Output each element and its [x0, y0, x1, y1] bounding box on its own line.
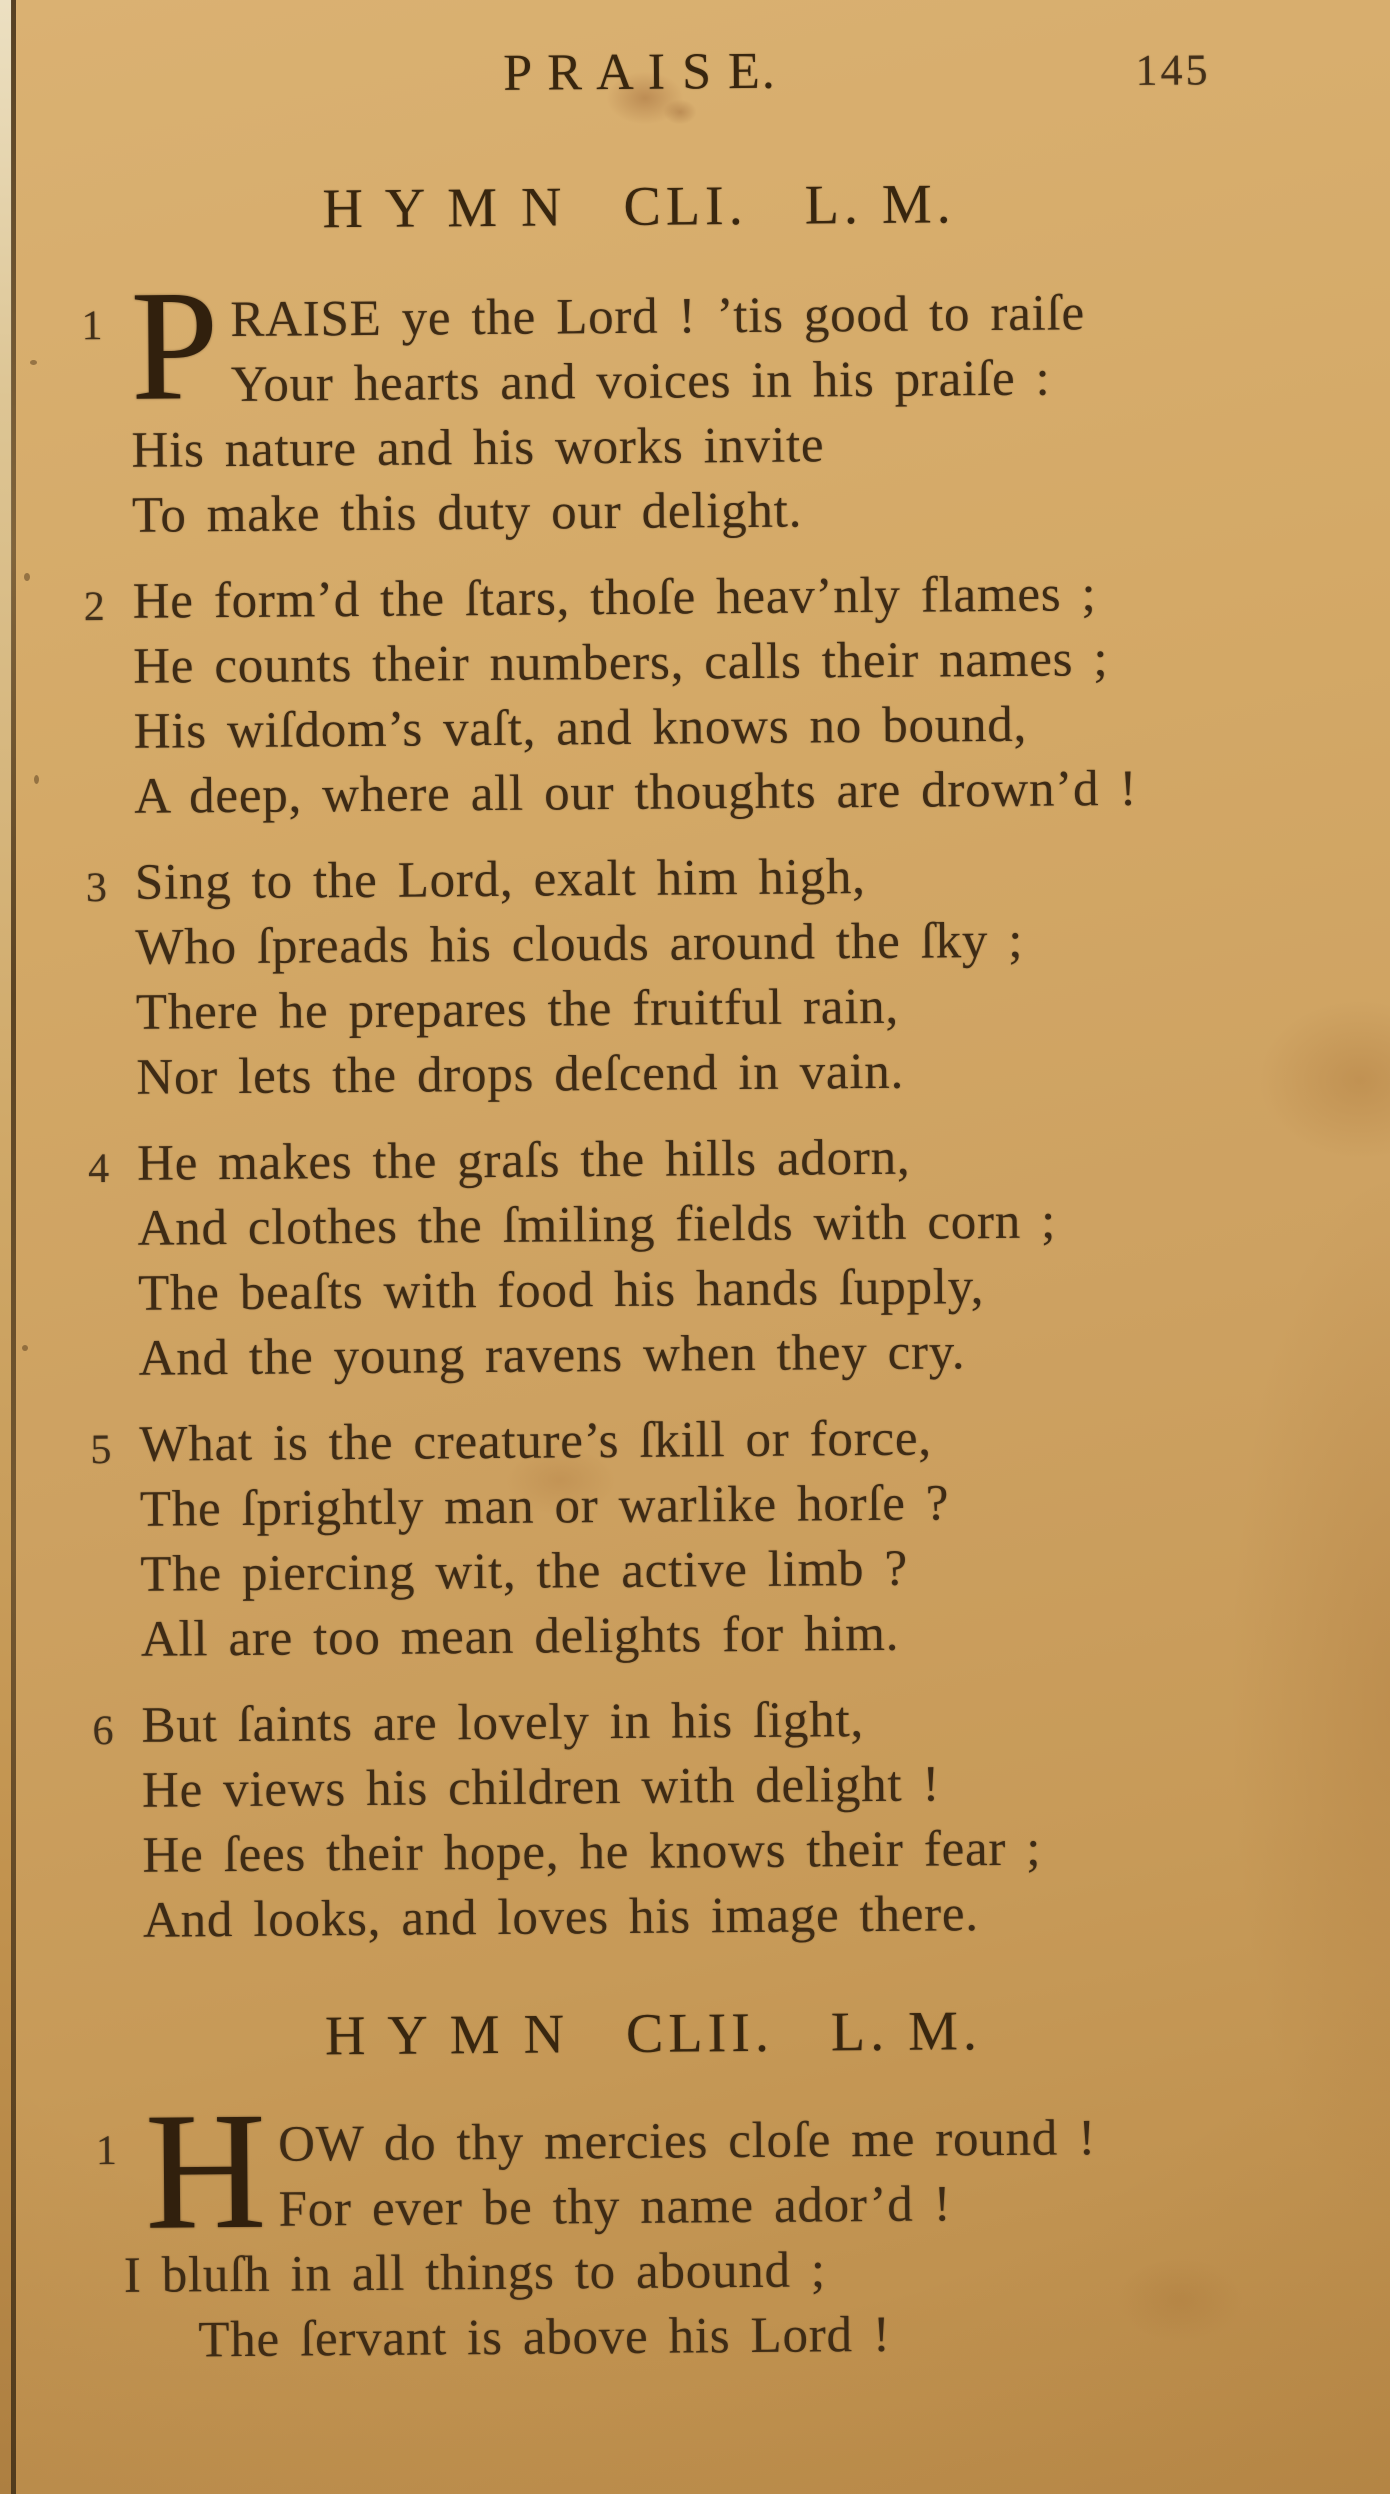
verse-line: The ſervant is above his Lord ! [198, 2306, 891, 2369]
verse-line: His nature and his works invite [131, 417, 825, 479]
verse-number: 1 [81, 303, 103, 350]
verse [72, 2077, 1299, 2375]
verse-number: 1 [95, 2127, 118, 2175]
verse-body [111, 1404, 1293, 1673]
verse [66, 1404, 1293, 1674]
verse-body [104, 561, 1286, 830]
drop-cap-letter: H [144, 2077, 268, 2265]
verse-line: The ſprightly man or warlike horſe ? [139, 1475, 950, 1538]
verse-line: OW do thy mercies cloſe me round ! [277, 2110, 1097, 2173]
verse-line: And clothes the ſmiling fields with corn ; [137, 1193, 1057, 1257]
hymn-clii-heading: H Y M N CLII. L. M. [324, 2000, 983, 2068]
verse-line: All are too mean delights for him. [140, 1605, 900, 1668]
verse-line: What is the creature’s ſkill or force, [139, 1410, 932, 1473]
verse-line: There he prepares the fruitful rain, [135, 978, 900, 1041]
verse-line: The piercing wit, the active limb ? [140, 1540, 909, 1603]
verse-line: He makes the graſs the hills adorn, [136, 1129, 911, 1192]
verse-line: The beaſts with food his hands ſupply, [137, 1259, 985, 1322]
verse-line: RAISE ye the Lord ! ’tis good to raiſe [230, 285, 1086, 349]
verse-line: He ſees their hope, he knows their fear ; [142, 1820, 1042, 1884]
verse [62, 842, 1289, 1112]
verse [59, 561, 1286, 831]
verse-number: 3 [85, 865, 108, 912]
hymn-cli-heading: H Y M N CLI. L. M. [322, 173, 956, 241]
verse-line: But ſaints are lovely in his ſight, [141, 1692, 865, 1754]
verse-line: I bluſh in all things to abound ; [123, 2242, 827, 2304]
page-number: 145 [1135, 45, 1211, 95]
verse-line: And looks, and loves his image there. [142, 1886, 980, 1949]
verse-line: He counts their numbers, calls their names ; [132, 631, 1109, 695]
verse-line: A deep, where all our thoughts are drown’d ! [134, 760, 1138, 825]
verse-line: For ever be thy name ador’d ! [278, 2176, 952, 2238]
verse-number: 4 [87, 1146, 110, 1193]
running-header [55, 30, 1281, 112]
verse-body [117, 2077, 1299, 2374]
verse-line: To make this duty our delight. [131, 482, 803, 544]
verse-body [102, 258, 1284, 549]
verse-line: Nor lets the drops deſcend in vain. [136, 1043, 905, 1106]
verse-line: He form’d the ſtars, thoſe heav’nly flames ; [132, 566, 1097, 630]
verse-line: Sing to the Lord, exalt him high, [134, 849, 866, 911]
verse-line: And the young ravens when they cry. [138, 1324, 966, 1387]
verse-number: 2 [83, 584, 105, 631]
verse-body [107, 842, 1289, 1111]
verse-line: He views his children with delight ! [141, 1756, 941, 1819]
verse-body [113, 1685, 1295, 1954]
drop-cap-letter: P [129, 258, 220, 434]
verse-line: Your hearts and voices in his praiſe : [230, 350, 1051, 414]
verse [57, 258, 1284, 550]
verse [64, 1123, 1291, 1393]
verse-line: Who ſpreads his clouds around the ſky ; [135, 912, 1024, 976]
page-title: P R A I S E. [503, 42, 778, 102]
verse-number: 6 [92, 1707, 114, 1755]
verse-line: His wiſdom’s vaſt, and knows no bound, [133, 696, 1028, 760]
verse [68, 1685, 1295, 1955]
verse-body [109, 1123, 1291, 1392]
verse-number: 5 [90, 1426, 112, 1474]
